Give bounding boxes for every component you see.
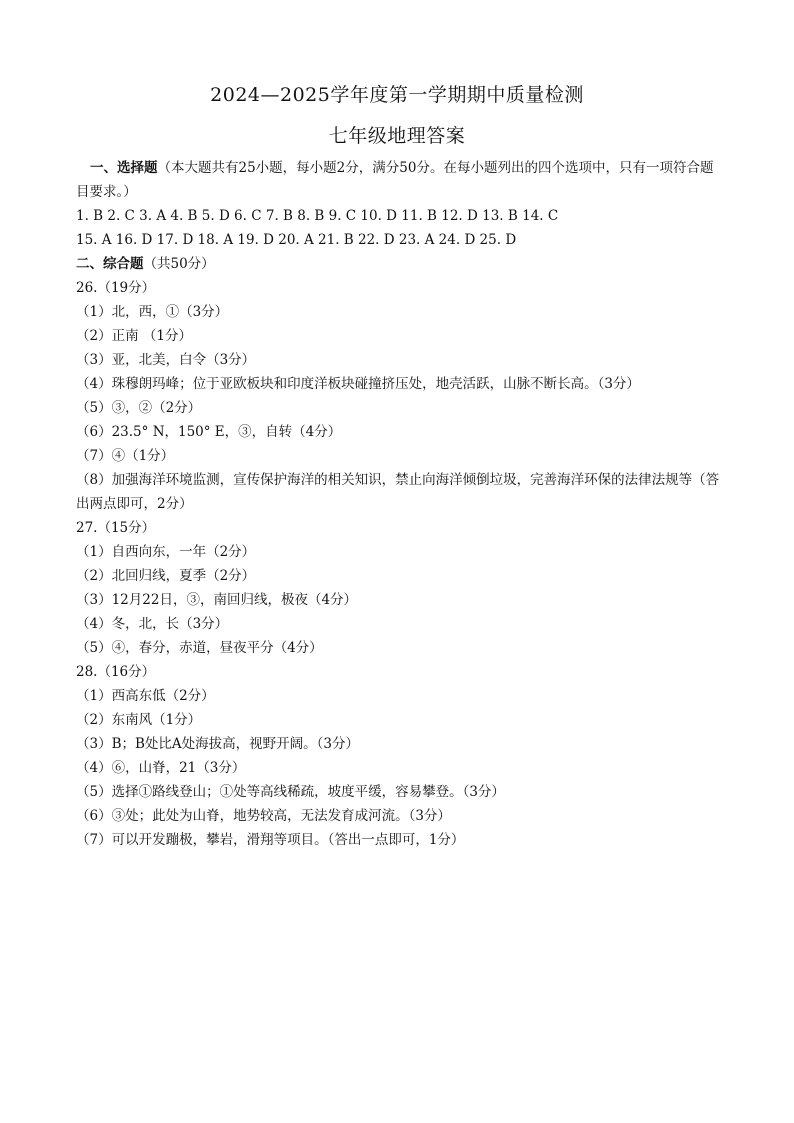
- answer-line: （5）③，②（2分）: [76, 400, 202, 416]
- answer-line: （5）④，春分，赤道，昼夜平分（4分）: [76, 640, 323, 656]
- answer-line: （4）冬，北，长（3分）: [76, 616, 229, 632]
- answer-line: （1）西高东低（2分）: [76, 688, 215, 704]
- document-subtitle: 七年级地理答案: [328, 125, 466, 147]
- question-header: 28.（16分）: [76, 664, 156, 680]
- answer-line: （1）北，西，①（3分）: [76, 304, 229, 320]
- section2-heading: 二、综合题: [76, 256, 144, 272]
- section1-instructions: （本大题共有25小题，每小题2分，满分50分。在每小题列出的四个选项中，只有一项符合题目要求。）: [76, 160, 714, 200]
- section2-points: （共50分）: [143, 256, 215, 272]
- answer-line: （2）北回归线，夏季（2分）: [76, 568, 256, 584]
- answer-line: （1）自西向东，一年（2分）: [76, 544, 256, 560]
- choice-answers-row-1: 1. B 2. C 3. A 4. B 5. D 6. C 7. B 8. B 9. C 10. D 11. B 12. D 13. B 14. C: [76, 208, 559, 224]
- answer-line: （2）东南风（1分）: [76, 712, 202, 728]
- question-header: 27.（15分）: [76, 520, 156, 536]
- question-list: [76, 276, 726, 852]
- answer-line: （3）B；B处比A处海拔高，视野开阔。（3分）: [76, 736, 360, 752]
- answer-line: （3）12月22日，③，南回归线，极夜（4分）: [76, 592, 358, 608]
- answer-line: （2）正南 （1分）: [76, 328, 192, 344]
- answer-body: [76, 156, 726, 852]
- answer-line: （7）可以开发蹦极，攀岩，滑翔等项目。（答出一点即可，1分）: [76, 832, 465, 848]
- answer-line: （4）珠穆朗玛峰；位于亚欧板块和印度洋板块碰撞挤压处，地壳活跃，山脉不断长高。（3分）: [76, 376, 640, 392]
- section1-intro: [76, 156, 726, 204]
- section2-title: [76, 252, 726, 276]
- answer-line: （4）⑥，山脊，21（3分）: [76, 760, 246, 776]
- answer-line: （6）③处；此处为山脊，地势较高，无法发育成河流。（3分）: [76, 808, 451, 824]
- choice-answers-row-2: 15. A 16. D 17. D 18. A 19. D 20. A 21. B 22. D 23. A 24. D 25. D: [76, 232, 517, 248]
- answer-line: （6）23.5° N，150° E，③，自转（4分）: [76, 424, 342, 440]
- question-header: 26.（19分）: [76, 280, 156, 296]
- answer-line: （3）亚，北美，白令（3分）: [76, 352, 256, 368]
- section1-heading: 一、选择题: [90, 160, 158, 176]
- answer-line: （5）选择①路线登山；①处等高线稀疏，坡度平缓，容易攀登。（3分）: [76, 784, 505, 800]
- document-title: 2024—2025学年度第一学期期中质量检测: [210, 84, 584, 106]
- answer-line: （8）加强海洋环境监测，宣传保护海洋的相关知识，禁止向海洋倾倒垃圾，完善海洋环保的法律法规等（答出两点即可，2分）: [76, 472, 720, 512]
- answer-line: （7）④（1分）: [76, 448, 175, 464]
